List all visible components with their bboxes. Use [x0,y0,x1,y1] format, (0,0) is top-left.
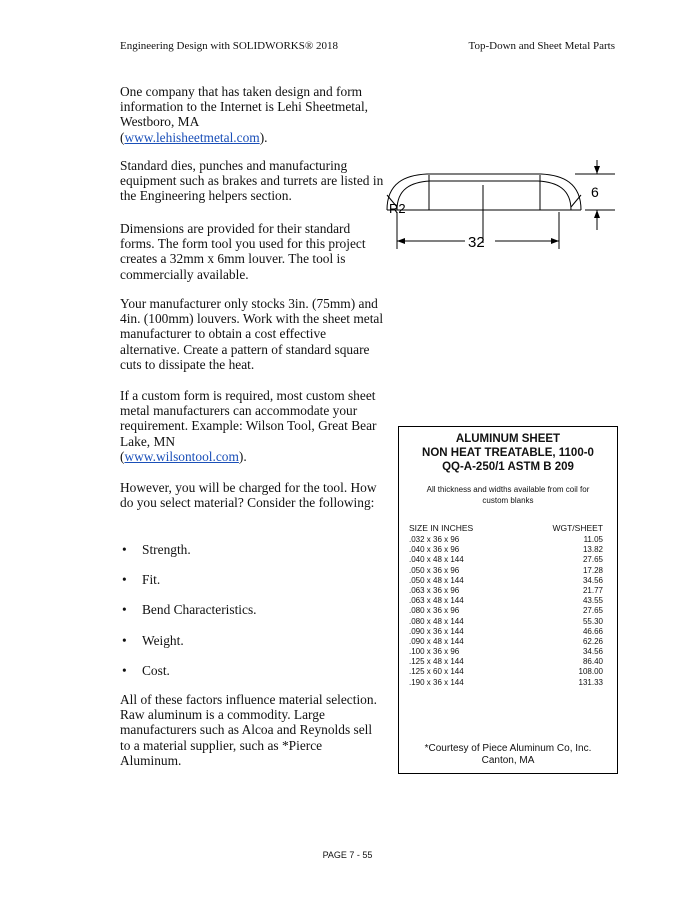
paragraph-manufacturer-text: Your manufacturer only stocks 3in. (75mm) and 4in. (100mm) louvers. Work with the sheet metal manufacturer to obtain a cost effective alternative. Create a pattern of standard square cuts to dissipate the heat. [120,296,384,372]
table-row [409,678,603,688]
cell-weight: 55.30 [582,616,603,626]
table-row [409,606,603,616]
table-row [409,657,603,667]
cell-weight: 13.82 [582,545,603,555]
paren-close: ). [238,448,247,464]
paragraph-manufacturer [120,296,385,372]
cell-weight: 108.00 [578,667,603,677]
paragraph-dimensions [120,221,385,282]
bullet-dot: • [122,633,127,648]
table-row [409,545,603,555]
cell-size: .040 x 36 x 96 [409,545,460,555]
bullet-dot: • [122,572,127,587]
column-header-size: SIZE IN INCHES [409,523,474,533]
table-body [409,535,603,688]
paren-open: ( [120,448,125,464]
column-header-weight: WGT/SHEET [552,523,603,533]
table-row [409,576,603,586]
table-row [409,667,603,677]
table-row [409,627,603,637]
table-row [409,596,603,606]
cell-weight: 27.65 [582,606,603,616]
wilson-link[interactable]: www.wilsontool.com [124,448,239,464]
lehi-link[interactable]: www.lehisheetmetal.com [124,129,260,145]
table-row [409,617,603,627]
paragraph-lehi-text: One company that has taken design and form information to the Internet is Lehi Sheetmetal, Westboro, MA [120,84,369,130]
paren-close: ). [259,129,268,145]
cell-weight: 86.40 [582,657,603,667]
cell-size: .063 x 36 x 96 [409,585,460,595]
list-item-text: Strength. [142,542,191,557]
paragraph-material-selection [120,692,385,768]
table-row [409,586,603,596]
table-note: All thickness and widths available from coil for custom blanks [426,485,590,505]
paragraph-standard-dies [120,158,385,204]
cell-size: .050 x 36 x 96 [409,565,460,575]
cell-weight: 21.77 [582,585,603,595]
cell-size: .125 x 48 x 144 [409,657,464,667]
cell-size: .050 x 48 x 144 [409,575,464,585]
louver-inner-profile [397,181,571,210]
cell-weight: 27.65 [582,555,603,565]
cell-weight: 17.28 [582,565,603,575]
credit-line: *Courtesy of Piece Aluminum Co, Inc. [424,743,592,754]
table-row [409,566,603,576]
height-arrowhead-top [594,166,600,174]
louver-outer-profile [387,174,581,210]
table-title-line: ALUMINUM SHEET [455,433,561,445]
aluminum-sheet-table [398,426,618,774]
cell-size: .090 x 48 x 144 [409,636,464,646]
cell-weight: 34.56 [582,575,603,585]
height-arrowhead-bottom [594,210,600,218]
table-title [399,432,617,474]
cell-size: .032 x 36 x 96 [409,535,460,544]
cell-weight: 46.66 [582,626,603,636]
list-item-text: Cost. [142,663,170,678]
paragraph-custom-form-text: If a custom form is required, most custom sheet metal manufacturers can accommodate your requirement. Example: Wilson Tool, Great Bear Lake, MN [120,388,377,449]
cell-size: .063 x 48 x 144 [409,596,464,606]
cell-size: .080 x 36 x 96 [409,606,460,616]
bullet-dot: • [122,542,127,557]
paragraph-charged [120,480,385,510]
cell-size: .190 x 36 x 144 [409,677,464,687]
cell-size: .080 x 48 x 144 [409,616,464,626]
cell-weight: 62.26 [582,636,603,646]
header-book-title: Engineering Design with SOLIDWORKS® 2018 [120,40,338,52]
table-credit [399,743,617,767]
bullet-dot: • [122,602,127,617]
paragraph-custom-form [120,388,385,464]
table-row [409,647,603,657]
bullet-dot: • [122,663,127,678]
paragraph-material-selection-text: All of these factors influence material selection. Raw aluminum is a commodity. Large manufacturers such as Alcoa and Reynolds sell to a material supplier, such as *Pierce Aluminum. [120,692,377,768]
paren-open: ( [120,129,125,145]
cell-weight: 43.55 [582,596,603,606]
cell-size: .040 x 48 x 144 [409,555,464,565]
page-number: PAGE 7 - 55 [322,850,373,860]
cell-weight: 34.56 [582,647,603,657]
list-item-text: Weight. [142,633,184,648]
list-item-text: Bend Characteristics. [142,602,257,617]
credit-line: Canton, MA [481,755,535,766]
width-label: 32 [468,234,485,251]
table-title-line: NON HEAT TREATABLE, 1100-0 [422,447,594,459]
paragraph-dimensions-text: Dimensions are provided for their standard forms. The form tool you used for this project creates a 32mm x 6mm louver. The tool is commercially available. [120,221,366,282]
table-row [409,535,603,545]
height-label: 6 [591,184,599,200]
louver-dimension-diagram [375,155,625,265]
cell-size: .100 x 36 x 96 [409,647,460,657]
cell-weight: 11.05 [583,535,603,544]
radius-label: R2 [389,201,406,216]
width-arrowhead-right [551,238,559,244]
cell-size: .125 x 60 x 144 [409,667,464,677]
table-row [409,555,603,565]
list-item-text: Fit. [142,572,161,587]
table-title-line: QQ-A-250/1 ASTM B 209 [442,461,574,473]
louver-bevel-right [571,195,581,207]
table-row [409,637,603,647]
paragraph-standard-dies-text: Standard dies, punches and manufacturing equipment such as brakes and turrets are listed in the Engineering helpers section. [120,158,384,204]
paragraph-charged-text: However, you will be charged for the tool. How do you select material? Consider the following: [120,480,377,511]
cell-size: .090 x 36 x 144 [409,626,464,636]
header-chapter-title: Top-Down and Sheet Metal Parts [468,40,615,52]
cell-weight: 131.33 [578,677,603,687]
width-arrowhead-left [397,238,405,244]
paragraph-lehi [120,84,385,145]
